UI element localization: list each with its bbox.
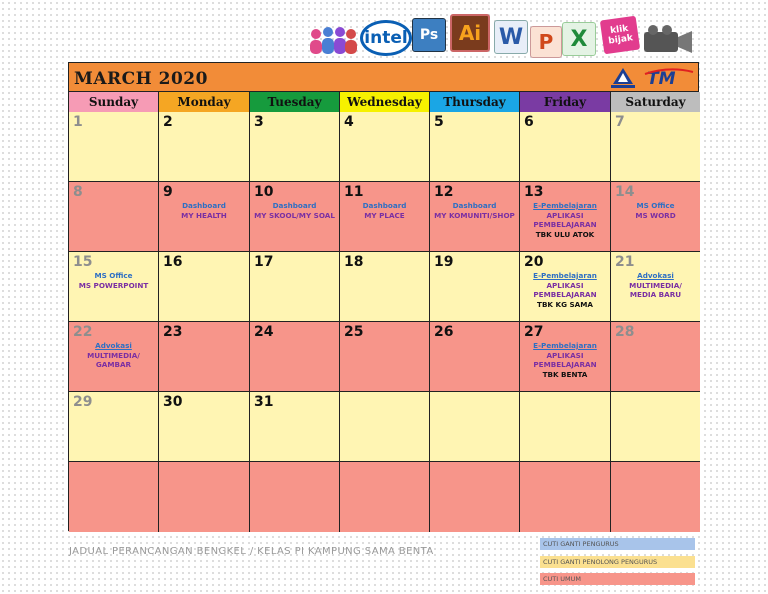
day-cell-3[interactable]	[250, 112, 340, 182]
day-cell-29[interactable]	[69, 392, 159, 462]
weekday-header-wednesday: Wednesday	[340, 92, 430, 112]
day-number: 25	[344, 324, 364, 340]
day-number: 22	[73, 324, 93, 340]
event-line: Dashboard	[272, 201, 317, 210]
event-line: Dashboard	[362, 201, 407, 210]
empty-day-cell[interactable]	[611, 462, 700, 532]
weekday-header-saturday: Saturday	[611, 92, 700, 112]
calendar-title-bar	[69, 63, 698, 92]
day-cell-11[interactable]	[340, 182, 430, 252]
svg-text:TM: TM	[647, 69, 676, 89]
day-number: 11	[344, 184, 364, 200]
empty-day-cell[interactable]	[340, 462, 430, 532]
day-number: 12	[434, 184, 454, 200]
day-cell-9[interactable]	[159, 182, 250, 252]
event-line: MY PLACE	[364, 210, 405, 220]
weekday-header-monday: Monday	[159, 92, 250, 112]
software-logos-strip	[308, 14, 694, 60]
day-number: 3	[254, 114, 264, 130]
event-line: MULTIMEDIA/	[87, 350, 140, 360]
powerpoint-icon: P	[530, 26, 562, 58]
day-cell-25[interactable]	[340, 322, 430, 392]
day-cell-13[interactable]	[520, 182, 611, 252]
event-line: PEMBELAJARAN	[533, 220, 597, 229]
day-cell-4[interactable]	[340, 112, 430, 182]
day-number: 2	[163, 114, 173, 130]
day-cell-10[interactable]	[250, 182, 340, 252]
day-number: 31	[254, 394, 274, 410]
day-number: 27	[524, 324, 544, 340]
event-line: MY SKOOL/MY SOAL	[254, 210, 335, 220]
day-number: 18	[344, 254, 364, 270]
day-number: 21	[615, 254, 635, 270]
event-line: E-Pembelajaran	[533, 201, 597, 210]
day-number: 13	[524, 184, 544, 200]
day-cell-7[interactable]	[611, 112, 700, 182]
day-cell-23[interactable]	[159, 322, 250, 392]
day-number: 15	[73, 254, 93, 270]
calendar-grid	[69, 112, 698, 532]
empty-day-cell[interactable]	[430, 462, 520, 532]
event-line: MY HEALTH	[181, 210, 227, 220]
day-number: 7	[615, 114, 625, 130]
day-cell-27[interactable]	[520, 322, 611, 392]
day-cell-16[interactable]	[159, 252, 250, 322]
day-number: 4	[344, 114, 354, 130]
word-icon: W	[494, 20, 528, 54]
day-cell-6[interactable]	[520, 112, 611, 182]
legend-cuti-umum: CUTI UMUM	[540, 573, 695, 585]
event-line: TBK ULU ATOK	[535, 229, 595, 239]
day-cell-15[interactable]	[69, 252, 159, 322]
day-number: 16	[163, 254, 183, 270]
empty-day-cell[interactable]	[250, 462, 340, 532]
event-line: APLIKASI	[546, 210, 584, 220]
day-number: 29	[73, 394, 93, 410]
empty-day-cell[interactable]	[69, 462, 159, 532]
event-line: MY KOMUNITI/SHOP	[434, 210, 515, 220]
calendar	[68, 62, 699, 531]
day-cell-24[interactable]	[250, 322, 340, 392]
weekday-header-friday: Friday	[520, 92, 611, 112]
event-line: E-Pembelajaran	[533, 271, 597, 280]
people-group-icon	[308, 24, 358, 56]
event-line: GAMBAR	[95, 360, 132, 369]
day-number: 1	[73, 114, 83, 130]
day-number: 28	[615, 324, 635, 340]
tm-logo	[609, 66, 695, 90]
intel-logo: intel	[360, 20, 412, 56]
weekday-header-tuesday: Tuesday	[250, 92, 340, 112]
day-number: 5	[434, 114, 444, 130]
day-cell-5[interactable]	[430, 112, 520, 182]
weekday-header-sunday: Sunday	[69, 92, 159, 112]
day-number: 23	[163, 324, 183, 340]
day-cell-19[interactable]	[430, 252, 520, 322]
day-cell-28[interactable]	[611, 322, 700, 392]
calendar-title: MARCH 2020	[74, 69, 208, 89]
event-line: MEDIA BARU	[629, 290, 682, 299]
weekday-header-thursday: Thursday	[430, 92, 520, 112]
day-cell-18[interactable]	[340, 252, 430, 322]
weekday-header-row	[69, 92, 698, 112]
video-camera-icon	[642, 24, 694, 54]
event-line: APLIKASI	[546, 280, 584, 290]
day-cell-30[interactable]	[159, 392, 250, 462]
day-cell-1[interactable]	[69, 112, 159, 182]
legend-cuti-ganti-pengurus: CUTI GANTI PENGURUS	[540, 538, 695, 550]
day-cell-21[interactable]	[611, 252, 700, 322]
day-cell-8[interactable]	[69, 182, 159, 252]
event-line: PEMBELAJARAN	[533, 360, 597, 369]
klik-bijak-logo: klik bijak	[600, 16, 640, 55]
day-number: 24	[254, 324, 274, 340]
empty-day-cell[interactable]	[520, 462, 611, 532]
day-number: 8	[73, 184, 83, 200]
event-line: PEMBELAJARAN	[533, 290, 597, 299]
day-cell-14[interactable]	[611, 182, 700, 252]
event-line: E-Pembelajaran	[533, 341, 597, 350]
empty-day-cell[interactable]	[611, 392, 700, 462]
day-cell-22[interactable]	[69, 322, 159, 392]
footer-title: JADUAL PERANCANGAN BENGKEL / KELAS PI KAMPUNG SAMA BENTA	[69, 546, 434, 557]
event-line: MS WORD	[635, 210, 676, 220]
day-cell-2[interactable]	[159, 112, 250, 182]
day-number: 10	[254, 184, 274, 200]
day-cell-12[interactable]	[430, 182, 520, 252]
day-number: 19	[434, 254, 454, 270]
event-line: APLIKASI	[546, 350, 584, 360]
illustrator-icon: Ai	[450, 14, 490, 52]
event-line: Dashboard	[182, 201, 226, 210]
day-number: 9	[163, 184, 173, 200]
day-cell-17[interactable]	[250, 252, 340, 322]
event-line: MS Office	[94, 271, 133, 280]
event-line: TBK BENTA	[542, 369, 588, 379]
legend-cuti-ganti-penolong-pengurus: CUTI GANTI PENOLONG PENGURUS	[540, 556, 695, 568]
day-number: 17	[254, 254, 274, 270]
event-line: MULTIMEDIA/	[629, 280, 682, 290]
day-cell-26[interactable]	[430, 322, 520, 392]
event-line: TBK KG SAMA	[537, 299, 593, 309]
day-number: 6	[524, 114, 534, 130]
event-line: Dashboard	[452, 201, 497, 210]
photoshop-icon: Ps	[412, 18, 446, 52]
day-cell-20[interactable]	[520, 252, 611, 322]
day-number: 30	[163, 394, 183, 410]
day-number: 20	[524, 254, 544, 270]
excel-icon: X	[562, 22, 596, 56]
day-cell-31[interactable]	[250, 392, 340, 462]
event-line: MS Office	[636, 201, 675, 210]
empty-day-cell[interactable]	[520, 392, 611, 462]
day-number: 14	[615, 184, 635, 200]
day-number: 26	[434, 324, 454, 340]
event-line: Advokasi	[637, 271, 674, 280]
event-line: MS POWERPOINT	[78, 280, 149, 290]
empty-day-cell[interactable]	[430, 392, 520, 462]
empty-day-cell[interactable]	[159, 462, 250, 532]
empty-day-cell[interactable]	[340, 392, 430, 462]
event-line: Advokasi	[95, 341, 132, 350]
